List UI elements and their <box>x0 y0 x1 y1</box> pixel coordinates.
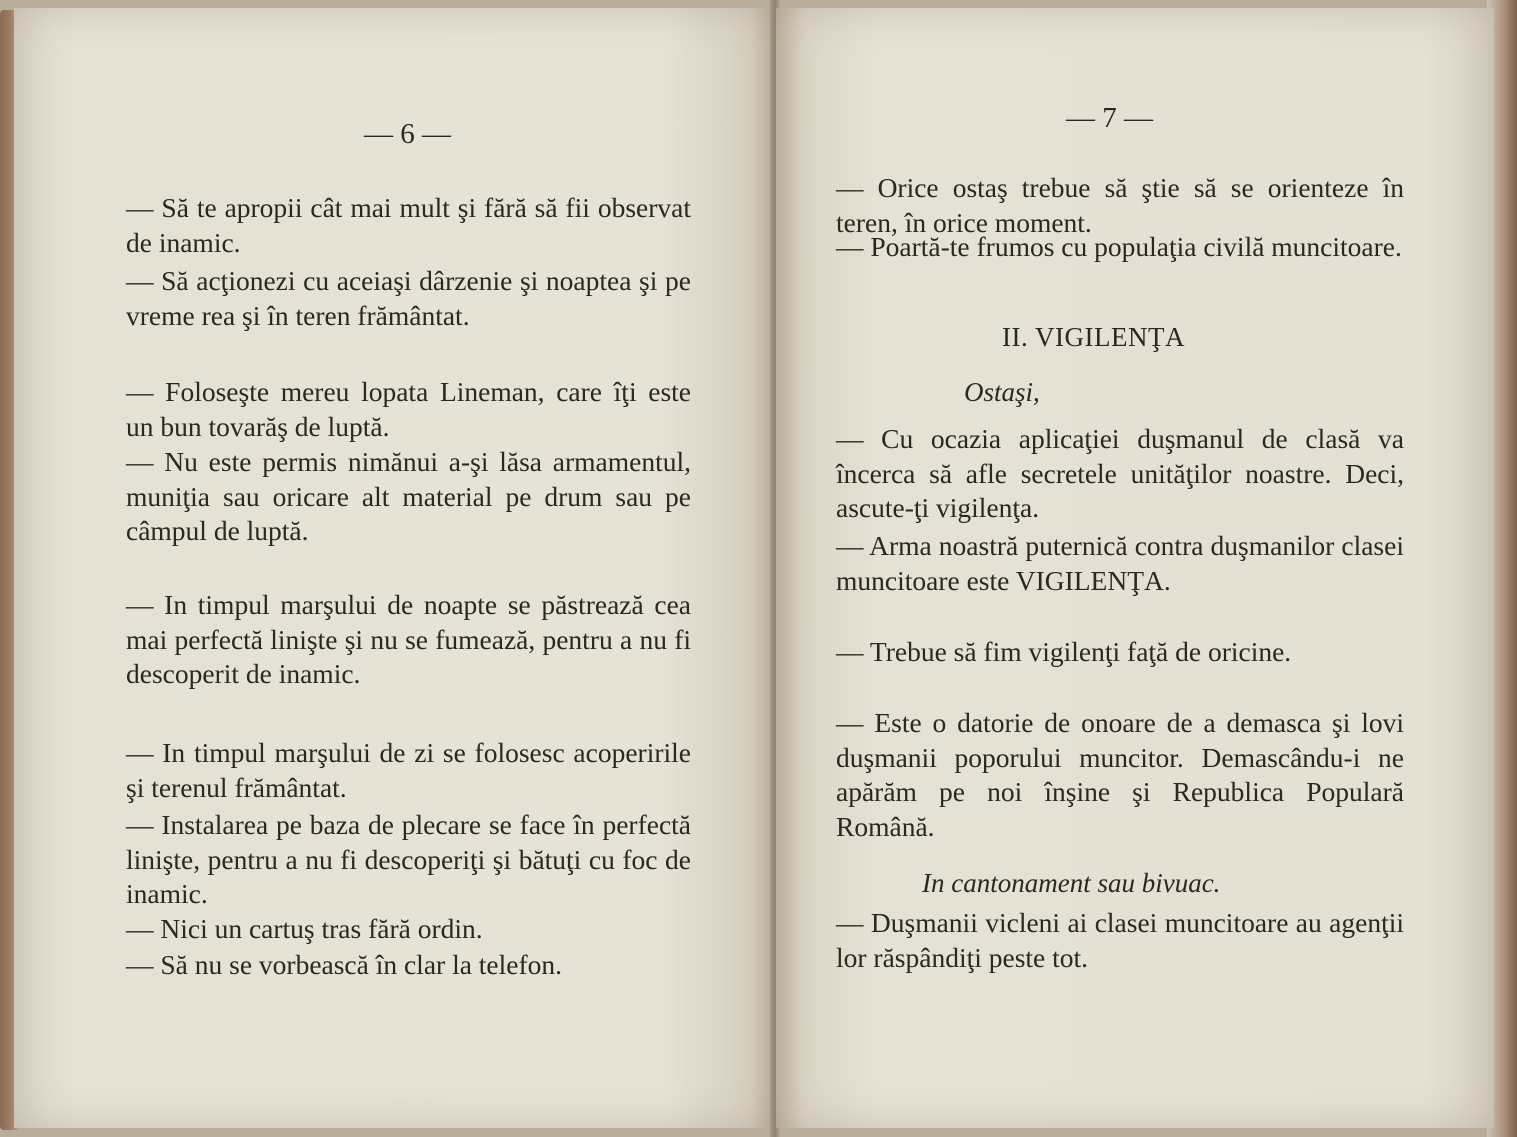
paragraph: — Nici un cartuş tras fără ordin. <box>126 913 483 944</box>
page-number-right: — 7 — <box>1066 102 1153 134</box>
right-page <box>776 8 1494 1128</box>
salutation: Ostaşi, <box>964 377 1040 407</box>
paragraph: — Duşmanii vicleni ai clasei muncitoare au agenţii lor răspândiţi peste tot. <box>836 907 1404 973</box>
paragraph: — In timpul marşului de noapte se păstrează cea mai perfectă linişte şi nu se fumează, pentru a nu fi descoperit de inamic. <box>126 589 691 690</box>
paragraph: — Să nu se vorbească în clar la telefon. <box>126 949 563 980</box>
paragraph: — Orice ostaş trebue să ştie să se orienteze în teren, în orice moment. <box>836 172 1404 238</box>
paragraph: — Instalarea pe baza de plecare se face în perfectă linişte, pentru a nu fi descoperiţi şi bătuţi cu foc de inamic. <box>126 809 691 910</box>
paragraph: — In timpul marşului de zi se folosesc acoperirile şi terenul frământat. <box>126 737 691 803</box>
paragraph: — Cu ocazia aplicaţiei duşmanul de clasă va încerca să afle secretele unităţilor noastre. Deci, ascute-ţi vigilenţa. <box>836 423 1404 524</box>
paragraph: — Poartă-te frumos cu populaţia civilă muncitoare. <box>836 231 1402 262</box>
subheading: In cantonament sau bivuac. <box>922 868 1221 898</box>
paragraph: — Trebue să fim vigilenţi faţă de oricine. <box>836 636 1292 667</box>
paragraph: — Să te apropii cât mai mult şi fără să fii observat de inamic. <box>126 192 691 258</box>
left-page <box>14 8 774 1128</box>
paragraph: — Este o datorie de onoare de a demasca şi lovi duşmanii poporului muncitor. Demascându-i ne apărăm pe noi înşine şi Republica Populară Română. <box>836 707 1404 842</box>
paragraph: — Să acţionezi cu aceiaşi dârzenie şi noaptea şi pe vreme rea şi în teren frământat. <box>126 265 691 331</box>
paragraph: — Arma noastră puternică contra duşmanilor clasei muncitoare este VIGILENŢA. <box>836 530 1404 596</box>
paragraph: — Nu este permis nimănui a-şi lăsa armamentul, muniţia sau oricare alt material pe drum sau pe câmpul de luptă. <box>126 446 691 547</box>
section-heading: II. VIGILENŢA <box>1002 322 1185 352</box>
page-number-left: — 6 — <box>364 118 451 150</box>
paragraph: — Foloseşte mereu lopata Lineman, care îţi este un bun tovarăş de luptă. <box>126 376 691 442</box>
